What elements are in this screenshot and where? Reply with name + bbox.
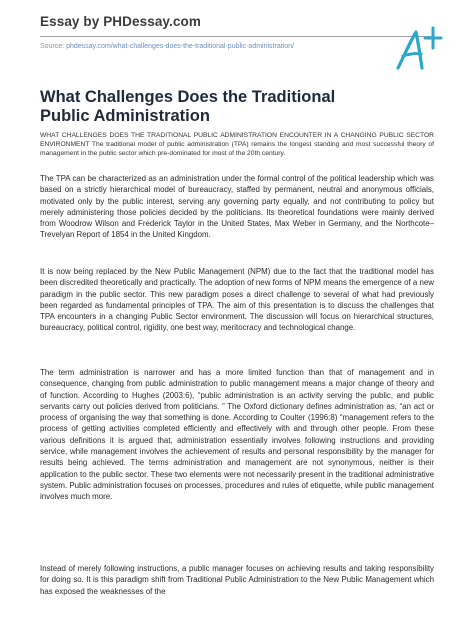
header-divider — [40, 36, 434, 37]
source-link[interactable]: phdessay.com/what-challenges-does-the-traditional-public-administration/ — [66, 43, 294, 50]
source-label: Source: — [40, 43, 67, 50]
a-plus-logo-icon — [392, 24, 444, 74]
site-header — [40, 14, 434, 29]
body-paragraph: Instead of merely following instructions, a public manager focuses on achieving results and taking responsibility for doing so. It is this paradigm shift from Traditional Public Administration to the New Public Management which has exposed the weaknesses of the — [40, 564, 434, 596]
body-paragraph: The term administration is narrower and has a more limited function than that of management and in consequence, changing from public administration to public management means a major change of theory and of function. According to Hughes (2003:6), “public administration is an activity serving the public, and public servants carry out policies derived from politicians. ” The Oxford dictionary defines administration as, “an act or process of organising the way that something is done. According to Coulter (1996:8) “management refers to the process of getting activities completed efficiently and effectively with and through other people. From these various definitions it is argued that, administration essentially involves following instructions and providing service, while management involves the achievement of results and personal responsibility by the manager for results being achieved. The terms administration and management are not synonymous, neither is their application to the public sector. These two elements were not necessarily present in the traditional administrative system. Public administration focuses on processes, procedures and rules of etiquette, while public management involves much more. — [40, 368, 434, 502]
source-line — [40, 43, 294, 50]
body-paragraph: The TPA can be characterized as an administration under the formal control of the political leadership which was based on a strictly hierarchical model of bureaucracy, staffed by permanent, neutral and anonymous officials, motivated only by the public interest, serving any governing party equally, and not contributing to policy but merely administering those policies decided by the politicians. Its theoretical foundations were mainly derived from Woodrow Wilson and Frederick Taylor in the United States, Max Weber in Germany, and the Northcote–Trevelyan Report of 1854 in the United Kingdom. — [40, 174, 434, 240]
site-title: Essay by PHDessay.com — [40, 14, 201, 29]
document-title: What Challenges Does the Traditional Public Administration — [40, 88, 336, 125]
document-abstract: WHAT CHALLENGES DOES THE TRADITIONAL PUBLIC ADMINISTRATION ENCOUNTER IN A CHANGING PUBLIC SECTOR ENVIRONMENT The traditional model of public administration (TPA) remains the longest standing and most successful theory of management in the public sector which pre-dominated for most of the 20th century. — [40, 132, 434, 158]
body-paragraph: It is now being replaced by the New Public Management (NPM) due to the fact that the traditional model has been discredited theoretically and practically. The adoption of new forms of NPM means the emergence of a new paradigm in the public sector. This new paradigm poses a direct challenge to several of what had previously been regarded as fundamental principles of TPA. The aim of this presentation is to discuss the challenges that TPA encounters in a changing Public Sector environment. The discussion will focus on hierarchical structures, bureaucracy, political control, rigidity, one best way, meritocracy and technological change. — [40, 267, 434, 333]
